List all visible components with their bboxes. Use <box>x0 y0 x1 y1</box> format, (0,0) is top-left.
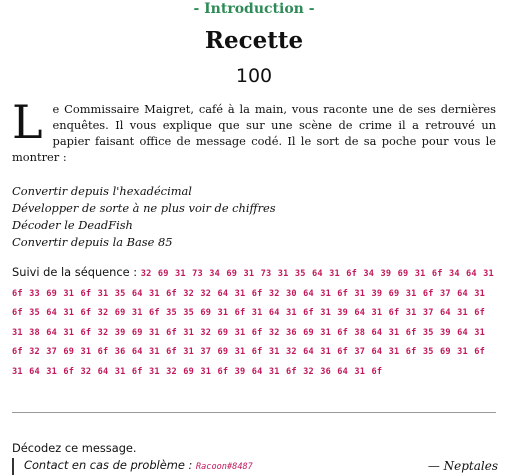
contact-label: Contact en cas de problème : <box>24 457 193 472</box>
dropcap: L <box>12 95 43 149</box>
section-label: - Introduction - <box>193 1 315 17</box>
sequence-codes: 32 69 31 73 34 69 31 73 31 35 64 31 6f 34 39 69 31 6f 34 64 31 6f 33 69 31 6f 31 35 64 31 6f 32 32 64 31 6f 32 30 64 31 6f 31 39 69 31 6f 37 64 31 6f 35 64 31 6f 32 69 31 6f 35 35 69 31 6f 31 64 31 6f 31 39 64 31 6f 31 37 64 31 6f 31 38 64 31 6f 32 39 69 31 6f 31 32 69 31 6f 32 36 69 31 6f 38 64 31 6f 35 39 64 31 6f 32 37 69 31 6f 36 64 31 6f 31 37 69 31 6f 31 32 64 31 6f 37 64 31 6f 35 69 31 6f 31 64 31 6f 32 64 31 6f 31 32 69 31 6f 39 64 31 6f 32 36 64 31 6f <box>12 269 494 377</box>
author-signature: — Neptales <box>427 459 498 473</box>
step-item: Convertir depuis l'hexadécimal <box>12 184 192 198</box>
decode-instruction: Décodez ce message. <box>12 440 137 455</box>
contact-quote <box>12 458 496 475</box>
contact-handle: Racoon#8487 <box>195 461 253 472</box>
step-item: Décoder le DeadFish <box>12 218 133 232</box>
recipe-number: 100 <box>235 65 273 87</box>
page-title: Recette <box>204 27 304 54</box>
divider <box>12 412 496 413</box>
step-item: Développer de sorte à ne plus voir de chiffres <box>12 201 276 215</box>
steps-list <box>12 183 496 251</box>
sequence-label: Suivi de la séquence : <box>12 265 138 279</box>
intro-paragraph <box>12 95 496 165</box>
intro-text: e Commissaire Maigret, café à la main, vous raconte une de ses dernières enquêtes. Il vous explique que sur une scène de crime il a retrouvé un papier faisant office de message codé. Il le sort de sa poche pour vous le montrer : <box>12 102 496 164</box>
sequence-block <box>12 264 496 382</box>
step-item: Convertir depuis la Base 85 <box>12 235 173 249</box>
